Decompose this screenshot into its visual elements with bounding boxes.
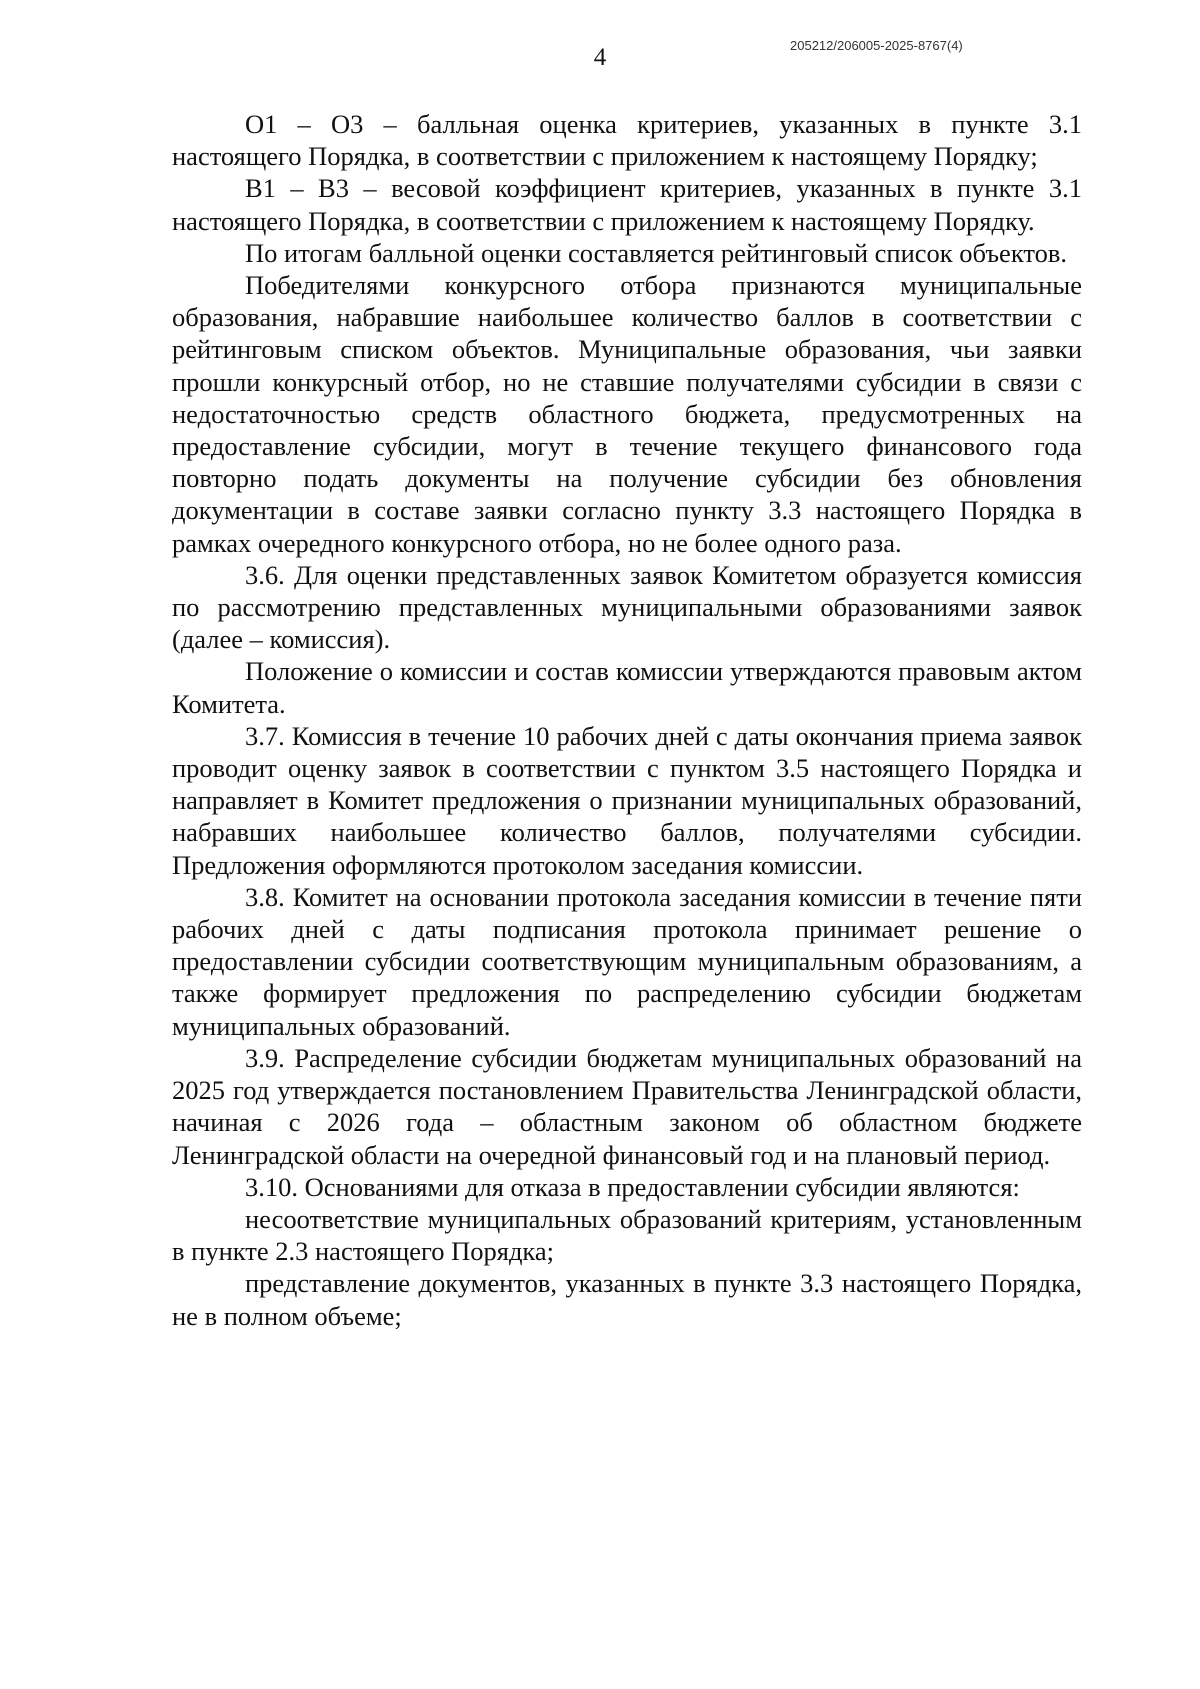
- paragraph-refusal-criteria: несоответствие муниципальных образований критериям, установленным в пункте 2.3 настоящего Порядка;: [172, 1203, 1082, 1267]
- document-id: 205212/206005-2025-8767(4): [790, 38, 963, 53]
- document-body: [172, 108, 1082, 1332]
- paragraph-refusal-documents: представление документов, указанных в пункте 3.3 настоящего Порядка, не в полном объеме;: [172, 1268, 1082, 1331]
- paragraph-commission-regulation: Положение о комиссии и состав комиссии утверждаются правовым актом Комитета.: [172, 656, 1082, 719]
- paragraph-winners: Победителями конкурсного отбора признаются муниципальные образования, набравшие наибольшее количество баллов в соответствии с рейтинговым списком объектов. Муниципальные образования, чьи заявки прошли конкурсный отбор, но не ставшие получателями субсидии в связи с недостаточностью средств областного бюджета, предусмотренных на предоставление субсидии, могут в течение текущего финансового года повторно подать документы на получение субсидии без обновления документации в составе заявки согласно пункту 3.3 настоящего Порядка в рамках очередного конкурсного отбора, но не более одного раза.: [172, 270, 1082, 558]
- paragraph-3-8: 3.8. Комитет на основании протокола заседания комиссии в течение пяти рабочих дней с даты подписания протокола принимает решение о предоставлении субсидии соответствующим муниципальным образованиям, а также формирует предложения по распределению субсидии бюджетам муниципальных образований.: [172, 881, 1082, 1041]
- page-number: 4: [593, 44, 607, 71]
- paragraph-v1-v3: В1 – В3 – весовой коэффициент критериев, указанных в пункте 3.1 настоящего Порядка, в соответствии с приложением к настоящему Порядку.: [172, 173, 1082, 236]
- paragraph-3-6: 3.6. Для оценки представленных заявок Комитетом образуется комиссия по рассмотрению представленных муниципальными образованиями заявок (далее – комиссия).: [172, 559, 1082, 655]
- paragraph-rating-list: По итогам балльной оценки составляется рейтинговый список объектов.: [245, 237, 1067, 268]
- paragraph-o1-o3: О1 – О3 – балльная оценка критериев, указанных в пункте 3.1 настоящего Порядка, в соответствии с приложением к настоящему Порядку;: [172, 109, 1082, 172]
- paragraph-3-7: 3.7. Комиссия в течение 10 рабочих дней с даты окончания приема заявок проводит оценку заявок в соответствии с пунктом 3.5 настоящего Порядка и направляет в Комитет предложения о признании муниципальных образований, набравших наибольшее количество баллов, получателями субсидии. Предложения оформляются протоколом заседания комиссии.: [172, 720, 1082, 880]
- paragraph-3-10: 3.10. Основаниями для отказа в предоставлении субсидии являются:: [245, 1171, 1020, 1202]
- paragraph-3-9: 3.9. Распределение субсидии бюджетам муниципальных образований на 2025 год утверждается постановлением Правительства Ленинградской области, начиная с 2026 года – областным законом об областном бюджете Ленинградской области на очередной финансовый год и на плановый период.: [172, 1042, 1082, 1170]
